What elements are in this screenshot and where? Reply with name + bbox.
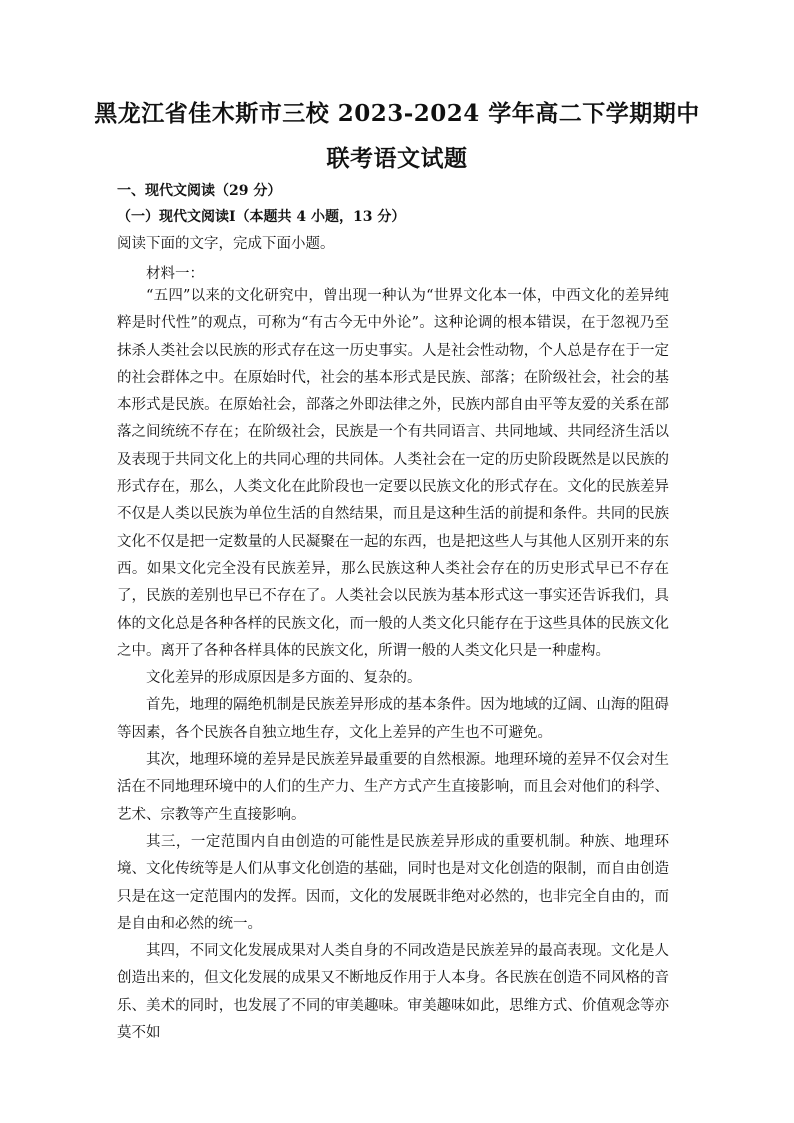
material-label: 材料一： (146, 266, 204, 282)
subsection-heading: （一）现代文阅读Ⅰ（本题共 4 小题，13 分） (117, 209, 406, 225)
paragraph: “五四”以来的文化研究中，曾出现一种认为“世界文化本一体，中西文化的差异纯粹是时代性”的观点，可称为“有古今无中外论”。这种论调的根本错误，在于忽视乃至抹杀人类社会以民族的形式存在这一历史事实。人是社会性动物，个人总是存在于一定的社会群体之中。在原始时代，社会的基本形式是民族、部落；在阶级社会，社会的基本形式是民族。在原始社会，部落之外即法律之外，民族内部自由平等友爱的关系在部落之间统统不存在；在阶级社会，民族是一个有共同语言、共同地域、共同经济生活以及表现于共同文化上的共同心理的共同体。人类社会在一定的历史阶段既然是以民族的形式存在，那么，人类文化在此阶段也一定要以民族文化的形式存在。文化的民族差异不仅是人类以民族为单位生活的自然结果，而且是这种生活的前提和条件。共同的民族文化不仅是把一定数量的人民凝聚在一起的东西，也是把这些人与其他人区别开来的东西。如果文化完全没有民族差异，那么民族这种人类社会存在的历史形式早已不存在了，民族的差别也早已不存在了。人类社会以民族为基本形式这一事实还告诉我们，具体的文化总是各种各样的民族文化，而一般的人类文化只能存在于这些具体的民族文化之中。离开了各种各样具体的民族文化，所谓一般的人类文化只是一种虚构。 (117, 288, 669, 659)
material-body (117, 283, 669, 1047)
reading-instruction: 阅读下面的文字，完成下面小题。 (117, 236, 335, 252)
paragraph: 其四，不同文化发展成果对人类自身的不同改造是民族差异的最高表现。文化是人创造出来的，但文化发展的成果又不断地反作用于人本身。各民族在创造不同风格的音乐、美术的同时，也发展了不同的审美趣味。审美趣味如此，思维方式、价值观念等亦莫不如 (117, 943, 669, 1042)
document-title-line-2: 联考语文试题 (326, 145, 468, 172)
section-heading: 一、现代文阅读（29 分） (117, 183, 282, 199)
paragraph: 其次，地理环境的差异是民族差异最重要的自然根源。地理环境的差异不仅会对生活在不同地理环境中的人们的生产力、生产方式产生直接影响，而且会对他们的科学、艺术、宗教等产生直接影响。 (117, 752, 669, 823)
document-title-line-1: 黑龙江省佳木斯市三校 2023-2024 学年高二下学期期中 (94, 100, 700, 127)
paragraph: 其三，一定范围内自由创造的可能性是民族差异形成的重要机制。种族、地理环境、文化传统等是人们从事文化创造的基础，同时也是对文化创造的限制，而自由创造只是在这一定范围内的发挥。因而，文化的发展既非绝对必然的，也非完全自由的，而是自由和必然的统一。 (117, 833, 669, 932)
paragraph: 首先，地理的隔绝机制是民族差异形成的基本条件。因为地域的辽阔、山海的阻碍等因素，各个民族各自独立地生存，文化上差异的产生也不可避免。 (117, 697, 669, 741)
paragraph: 文化差异的形成原因是多方面的、复杂的。 (146, 670, 422, 687)
